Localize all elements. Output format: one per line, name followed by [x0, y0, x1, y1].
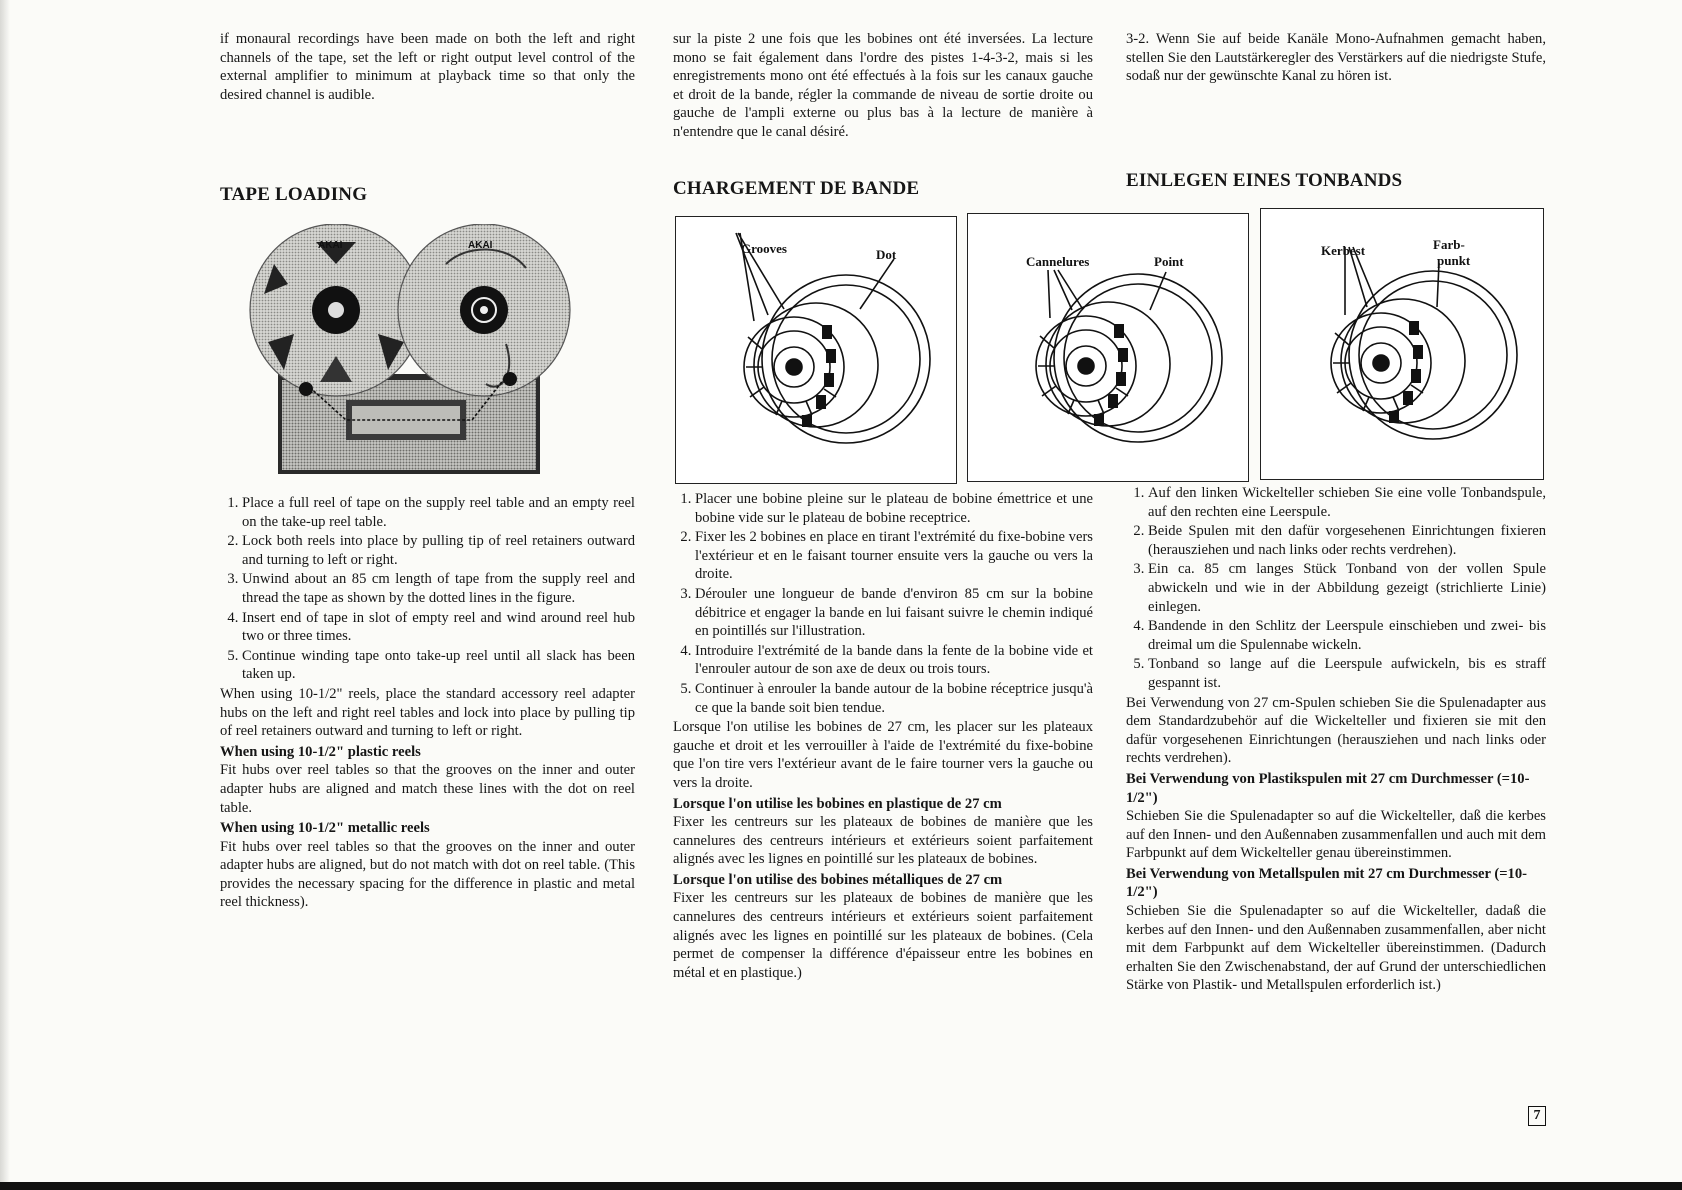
german-step-3: 3. Ein ca. 85 cm langes Stück Tonband von der vollen Spule abwickeln und wie in der Abbildung gezeigt (strichlierte Linie) einlegen. [1148, 560, 1546, 616]
english-heading: TAPE LOADING [220, 184, 368, 205]
german-steps [1126, 484, 1546, 693]
french-body [673, 490, 1093, 982]
figure-grooves-dot [675, 216, 957, 484]
french-step-4: 4. Introduire l'extrémité de la bande dans la fente de la bobine vide et l'enrouler autour de son axe de deux ou trois tours. [695, 642, 1093, 679]
figure1-label-grooves: Grooves [741, 241, 787, 256]
french-step-2: 2. Fixer les 2 bobines en place en tirant l'extrémité du fixe-bobine vers l'extérieur et en le faisant tourner ensuite vers la gauche ou vers la droite. [695, 528, 1093, 584]
tape-deck-photo [246, 224, 571, 474]
french-metal-text: Fixer les centreurs sur les plateaux de bobines de manière que les cannelures des centreurs intérieurs et extérieurs soient parfaitement alignés avec les lignes en pointillé sur les plateaux de bobines. (Cela permet de compenser la différence d'épaisseur entre les bobines en métal et en plastique.) [673, 890, 1093, 981]
french-step-1: 1. Placer une bobine pleine sur le plateau de bobine émettrice et une bobine vide sur le plateau de bobine receptrice. [695, 490, 1093, 527]
photo-brand-right: AKAI [468, 240, 493, 251]
french-plastic-heading: Lorsque l'on utilise les bobines en plastique de 27 cm [673, 795, 1002, 812]
english-reels-paragraph: When using 10-1/2" reels, place the standard accessory reel adapter hubs on the left and right reel tables and lock into place by pulling tip of reel retainers outward and turning to left or right. [220, 685, 635, 740]
scan-edge-shadow [0, 0, 10, 1182]
photo-brand-left: AKAI [318, 240, 343, 251]
french-steps [673, 490, 1093, 717]
german-metal-heading: Bei Verwendung von Metallspulen mit 27 cm Durchmesser (=10-1/2") [1126, 865, 1527, 901]
german-step-1: 1. Auf den linken Wickelteller schieben Sie eine volle Tonbandspule, auf den rechten eine Leerspule. [1148, 484, 1546, 521]
french-intro-paragraph: sur la piste 2 une fois que les bobines ont été inversées. La lecture mono se fait également dans l'ordre des pistes 1-4-3-2, mais si les enregistrements mono ont été effectués à la fois sur les canaux gauche et droit de la bande, régler la commande de niveau de sortie droite ou gauche de l'ampli externe ou plus bas à la lecture de manière à n'entendre que le canal désiré. [673, 31, 1093, 140]
english-body [220, 494, 635, 912]
english-step-2: 2. Lock both reels into place by pulling tip of reel retainers outward and turning to left or right. [242, 532, 635, 569]
english-step-1: 1. Place a full reel of tape on the supply reel table and an empty reel on the take-up reel table. [242, 494, 635, 531]
figure3-label-farb: Farb- [1433, 237, 1465, 252]
french-plastic-text: Fixer les centreurs sur les plateaux de bobines de manière que les cannelures des centreurs intérieurs et extérieurs soient parfaitement alignés avec les lignes en pointillé sur les plateaux de bobines. [673, 814, 1093, 868]
english-plastic-heading: When using 10-1/2" plastic reels [220, 743, 421, 760]
figure1-label-dot: Dot [876, 247, 897, 262]
english-step-5: 5. Continue winding tape onto take-up reel until all slack has been taken up. [242, 647, 635, 684]
german-body [1126, 484, 1546, 995]
french-reels-paragraph: Lorsque l'on utilise les bobines de 27 cm, les placer sur les plateaux gauche et droit et les verrouiller à l'aide de l'extrémité du fixe-bobine que l'on tire vers l'extérieur avant de le faire tourner vers la gauche ou vers la droite. [673, 719, 1093, 791]
english-step-4: 4. Insert end of tape in slot of empty reel and wind around reel hub two or three times. [242, 609, 635, 646]
english-intro-paragraph: if monaural recordings have been made on both the left and right channels of the tape, set the left or right output level control of the external amplifier to minimum at playback time so that only the desired channel is audible. [220, 31, 635, 103]
english-plastic-text: Fit hubs over reel tables so that the grooves on the inner and outer adapter hubs are aligned and match these lines with the dot on reel table. [220, 762, 635, 816]
french-heading: CHARGEMENT DE BANDE [673, 178, 920, 199]
french-step-3: 3. Dérouler une longueur de bande d'environ 85 cm sur la bobine débitrice et engager la bande en lui faisant suivre le chemin indiqué en pointillés sur l'illustration. [695, 585, 1093, 641]
english-steps [220, 494, 635, 684]
french-step-5: 5. Continuer à enrouler la bande autour de la bobine réceptrice jusqu'à ce que la bande soit bien tendue. [695, 680, 1093, 717]
german-reels-paragraph: Bei Verwendung von 27 cm-Spulen schieben Sie die Spulenadapter aus dem Standardzubehör auf die Wickelteller und fixieren sie mit den dafür vorgesehenen Einrichtungen (herausziehen und nach links oder rechts verdrehen). [1126, 694, 1546, 767]
reel-hub-diagram-1 [676, 217, 956, 483]
figure3-label-punkt: punkt [1437, 253, 1471, 268]
german-step-4: 4. Bandende in den Schlitz der Leerspule einschieben und zwei- bis dreimal um die Spulennabe wickeln. [1148, 617, 1546, 654]
page-number: 7 [1528, 1106, 1546, 1126]
reel-hub-diagram-2 [968, 214, 1248, 481]
figure-cannelures-point [967, 213, 1249, 482]
figure2-label-cannelures: Cannelures [1026, 254, 1090, 269]
german-plastic-heading: Bei Verwendung von Plastikspulen mit 27 cm Durchmesser (=10-1/2") [1126, 770, 1530, 806]
german-heading: EINLEGEN EINES TONBANDS [1126, 170, 1403, 191]
german-plastic-text: Schieben Sie die Spulenadapter so auf die Wickelteller, daß die kerbes auf den Innen- und den Außennaben zusammenfallen und auch mit dem Farbpunkt auf dem Wickelteller genau übereinstimmen. [1126, 808, 1546, 862]
german-step-2: 2. Beide Spulen mit den dafür vorgesehenen Einrichtungen fixieren (herausziehen und nach links oder rechts verdrehen). [1148, 522, 1546, 559]
figure3-label-kerbest: Kerbest [1321, 243, 1366, 258]
french-metal-heading: Lorsque l'on utilise des bobines métalliques de 27 cm [673, 871, 1003, 888]
german-step-5: 5. Tonband so lange auf die Leerspule aufwickeln, bis es straff gespannt ist. [1148, 655, 1546, 692]
german-intro-paragraph: 3-2. Wenn Sie auf beide Kanäle Mono-Aufnahmen gemacht haben, stellen Sie den Lautstärkeregler des Verstärkers auf die niedrigste Stufe, sodaß nur der gewünschte Kanal zu hören ist. [1126, 31, 1546, 85]
reel-hub-diagram-3 [1261, 209, 1543, 479]
english-metal-heading: When using 10-1/2" metallic reels [220, 820, 430, 837]
german-metal-text: Schieben Sie die Spulenadapter so auf die Wickelteller, dadaß die kerbes auf den Innen- und den Außennaben zusammenfallen, aber nicht mit dem Farbpunkt auf dem Wickelteller übereinstimmen. (Dadurch erhalten Sie den Zwischenabstand, der auf Grund der unterschiedlichen Stärke von Plastik- und Metallspulen erforderlich ist.) [1126, 903, 1546, 994]
figure2-label-point: Point [1154, 254, 1184, 269]
scan-bottom-border [0, 1182, 1682, 1190]
english-metal-text: Fit hubs over reel tables so that the grooves on the inner and outer adapter hubs are aligned, but do not match with dot on reel table. (This provides the necessary spacing for the difference in plastic and metal reel thickness). [220, 838, 635, 911]
figure-kerbest-farbpunkt [1260, 208, 1544, 480]
english-step-3: 3. Unwind about an 85 cm length of tape from the supply reel and thread the tape as shown by the dotted lines in the figure. [242, 570, 635, 607]
tape-deck-illustration [246, 224, 571, 474]
